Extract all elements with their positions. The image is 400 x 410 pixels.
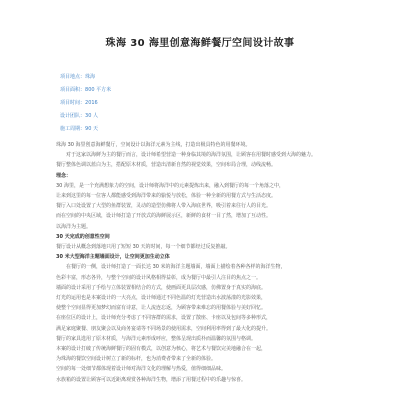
paragraph-line: 色彩丰富，形态各异，与整个空间的设计风格相得益彰，成为餐厅中最引人注目的焦点之一。 [56,274,262,281]
paragraph-line: 餐厅的家具选用了原木材质，与海洋元素形成呼应，整体呈现出质朴而温馨的氛围与格调。 [56,335,257,342]
project-info-label: 施工周期： [60,126,86,132]
project-info-label: 项目时间： [60,100,86,106]
project-info-row [60,123,360,136]
project-info-row [60,71,360,84]
paragraph-line: 30 海里，是一个充满想象力的空间，设计师将海洋中的元素提炼出来，融入到餐厅的每一个角落之中， [56,182,284,189]
article-body [56,140,360,385]
paragraph-line: 使整个空间显得更加梦幻而富有诗意，让人流连忘返，为顾客带来难忘的用餐体验与美好回忆。 [56,305,267,312]
paragraph-line: 对于这家以海鲜为主的餐厅而言，设计师希望营造一种身临其境的海洋氛围，让顾客在用餐时感受到大海的魅力。 [66,152,317,159]
paragraph-line: 珠海 30 海里创意海鲜餐厅，空间设计以海洋元素为主线，打造出极具特色的用餐环境。 [56,142,251,148]
paragraph-line: 灯光的运用也是本案设计的一大亮点，设计师通过不同色温的灯光营造出水波荡漾的光影效果， [56,295,267,302]
document-title: 珠海 30 海里创意海鲜餐厅空间设计故事 [105,38,295,49]
paragraph-line: 在座位区的设计上，设计师充分考虑了不同客群的需求，设置了散座、卡座以及包间等多种形式， [56,315,272,322]
paragraph-line: 让来到这里的每一位客人都能感受到海洋带来的愉悦与放松，体验一种全新的用餐方式与生活态度。 [56,193,277,200]
project-info-label: 项目地点： [60,74,86,80]
section-heading: 30 天完成的创意性空间 [56,233,110,240]
project-info-list [60,71,360,136]
paragraph-line: 空间的每一处细节都体现着设计师对海洋文化的理解与热爱，值得细细品味。 [56,366,227,373]
paragraph-line: 为珠海的餐饮空间设计树立了新的标杆，也为消费者带来了全新的体验。 [56,356,217,363]
paragraph-line: 在餐厅的一侧，设计师打造了一面长达 30 米的海洋主题墙面，墙面上描绘着各种各样的海洋生物， [66,264,286,271]
project-info-row [60,97,360,110]
paragraph-line: 水族箱的设置让顾客可以近距离观赏各种海洋生物，增添了用餐过程中的乐趣与惊喜。 [56,376,247,383]
paragraph-line: 满足家庭聚餐、朋友聚会以及商务宴请等不同场景的使用需求，空间利用率得到了最大化的提升。 [56,325,272,332]
paragraph-line: 餐厅设计从概念到落地只用了短短 30 天的时间，每一个细节都经过反复推敲。 [56,244,231,251]
project-info-value: 珠海 [85,74,96,80]
project-info-row [60,110,360,123]
project-info-row [60,84,360,97]
section-heading: 理念： [56,172,72,179]
paragraph-line: 餐厅整体色调以蓝白为主，搭配原木材质，营造出清新自然的视觉效果，空间布局合理，动线流畅。 [56,162,277,169]
project-info-value: 30 人 [85,113,98,119]
paragraph-line: 本案的设计打破了传统海鲜餐厅的固有模式，以创意为核心，将艺术与餐饮完美地融合在一起， [56,346,267,353]
paragraph-line: 以海洋为主题。 [56,223,92,230]
paragraph-line: 而在空间的中央区域，设计师打造了开放式的海鲜展示区，新鲜的食材一目了然，增加了互动性。 [56,213,272,220]
project-info-label: 设计团队： [60,113,86,119]
project-info-label: 项目面积： [60,87,86,93]
paragraph-line: 墙面的设计采用了手绘与立体装置相结合的方式，使画面更具层次感，仿佛置身于真实的海底。 [56,284,267,291]
project-info-value: 2016 [85,100,98,106]
section-heading: 30 米大型海洋主题墙面设计，让空间更加生动立体 [56,254,170,261]
project-info-value: 90 天 [85,126,98,132]
paragraph-line: 餐厅入口处设置了大型的鱼群装置，灵动的造型仿佛将人带入海底世界，吸引着来往行人的目光。 [56,203,272,210]
project-info-value: 800 平方米 [85,87,112,93]
